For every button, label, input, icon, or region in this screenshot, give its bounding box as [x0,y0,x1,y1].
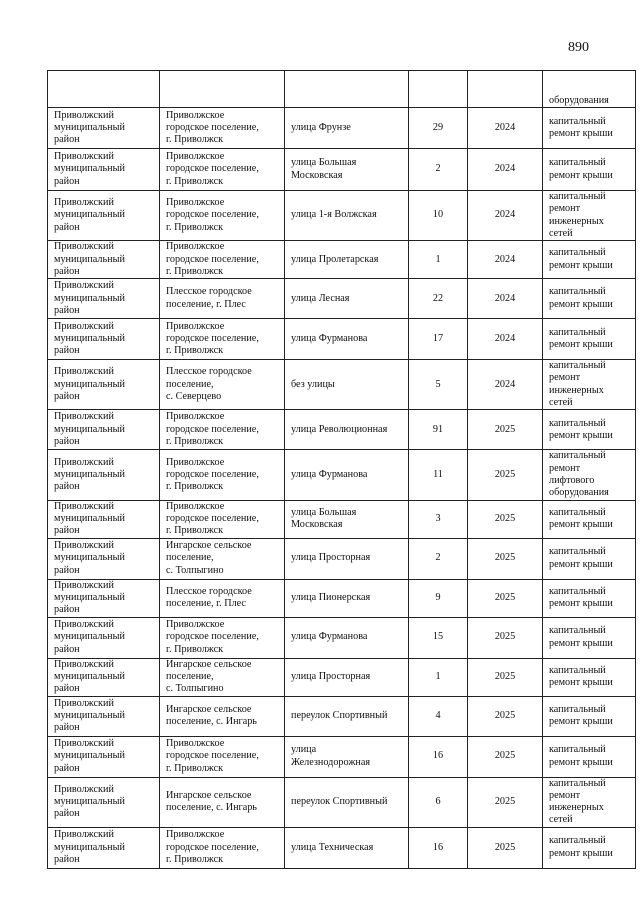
settlement-text: Приволжское городское поселение, г. Приволжск [166,411,259,448]
work-type-cell [543,149,636,191]
work-text: капитальный ремонт крыши [549,506,613,531]
table-row [48,500,636,538]
table-row [48,108,636,149]
year-cell [468,108,543,149]
work-text: капитальный ремонт крыши [549,326,613,351]
district-cell [48,450,160,500]
year-text: 2024 [494,163,516,175]
street-cell [285,500,409,538]
house-text: 10 [432,209,444,221]
year-cell [468,777,543,827]
year-cell [468,191,543,241]
year-cell [468,736,543,777]
table-row [48,777,636,827]
year-text: 2025 [494,709,516,721]
district-text: Приволжский муниципальный район [54,540,125,576]
work-text: капитальный ремонт крыши [549,157,613,181]
house-text: 15 [432,631,444,643]
house-number-cell [409,241,468,279]
year-cell [468,410,543,450]
work-type-cell [543,617,636,658]
street-cell [285,279,409,319]
house-number-cell [409,319,468,360]
year-cell [468,360,543,410]
district-cell [48,500,160,538]
work-type-cell [543,696,636,736]
settlement-text: Приволжское городское поселение, г. Приволжск [166,619,259,655]
table-row [48,827,636,868]
district-text: Приволжский муниципальный район [54,456,125,493]
year-cell [468,538,543,579]
district-cell [48,241,160,279]
settlement-cell [160,319,285,360]
street-text: улица Революционная [291,423,388,435]
street-cell [285,241,409,279]
street-text: улица Большая Московская [291,157,357,181]
house-text: 16 [432,841,444,853]
street-cell [285,696,409,736]
work-text: капитальный ремонт инженерных сетей [549,191,606,239]
settlement-cell [160,696,285,736]
settlement-cell [160,191,285,241]
settlement-cell [160,149,285,191]
district-cell [48,736,160,777]
street-text: улица 1-я Волжская [291,209,377,221]
settlement-cell [160,777,285,827]
district-text: Приволжский муниципальный район [54,280,125,316]
year-cell [468,149,543,191]
year-text: 2025 [494,468,516,480]
year-cell [468,617,543,658]
year-cell [468,696,543,736]
house-text: 5 [435,378,441,390]
district-cell [48,777,160,827]
district-text: Приволжский муниципальный район [54,151,125,187]
street-cell [285,736,409,777]
house-number-cell [409,108,468,149]
year-cell [468,319,543,360]
street-text: улица Просторная [291,552,371,564]
work-text: капитальный ремонт крыши [549,546,613,570]
settlement-text: Приволжское городское поселение, г. Приволжск [166,456,259,493]
table-row [48,450,636,500]
district-text: Приволжский муниципальный район [54,619,125,655]
work-text: капитальный ремонт крыши [549,664,613,689]
street-text: улица Фурманова [291,333,368,345]
settlement-cell [160,410,285,450]
street-cell [285,108,409,149]
house-number-cell [409,279,468,319]
house-text: 17 [432,333,444,345]
work-type-cell [543,191,636,241]
work-type-cell [543,579,636,617]
settlement-text: Приволжское городское поселение, г. Приволжск [166,500,259,537]
year-text: 2025 [494,512,516,524]
work-type-cell [543,827,636,868]
table-body [48,71,636,869]
settlement-cell [160,360,285,410]
house-number-cell [409,71,468,108]
settlement-text: Приволжское городское поселение, г. Приволжск [166,109,259,146]
house-number-cell [409,736,468,777]
house-number-cell [409,777,468,827]
settlement-cell [160,579,285,617]
settlement-text: Плесское городское поселение, с. Северцево [166,366,252,402]
district-cell [48,108,160,149]
year-text: 2024 [494,292,516,304]
house-text: 2 [435,552,441,564]
settlement-text: Ингарское сельское поселение, с. Толпыгино [166,540,252,576]
settlement-text: Приволжское городское поселение, г. Приволжск [166,241,259,277]
work-type-cell [543,736,636,777]
street-cell [285,658,409,696]
settlement-cell [160,827,285,868]
settlement-text: Приволжское городское поселение, г. Приволжск [166,197,259,233]
work-text: капитальный ремонт крыши [549,417,613,441]
work-text: капитальный ремонт крыши [549,835,613,859]
house-number-cell [409,191,468,241]
district-cell [48,71,160,108]
table-row [48,696,636,736]
work-type-cell [543,777,636,827]
district-text: Приволжский муниципальный район [54,241,125,277]
house-number-cell [409,410,468,450]
street-text: переулок Спортивный [291,709,388,721]
house-text: 11 [433,468,443,480]
work-type-cell [543,241,636,279]
work-text: капитальный ремонт лифтового оборудования [549,450,609,499]
house-number-cell [409,827,468,868]
settlement-text: Приволжское городское поселение, г. Приволжск [166,320,259,357]
settlement-text: Плесское городское поселение, г. Плес [166,286,252,310]
work-text: капитальный ремонт инженерных сетей [549,777,606,826]
house-text: 16 [432,750,444,762]
year-text: 2025 [494,796,516,807]
street-cell [285,538,409,579]
settlement-text: Ингарское сельское поселение, с. Ингарь [166,703,257,728]
year-text: 2025 [494,631,516,643]
repair-schedule-table [47,70,636,869]
district-text: Приволжский муниципальный район [54,411,125,448]
year-text: 2025 [494,670,516,682]
settlement-text: Плесское городское поселение, г. Плес [166,585,252,610]
settlement-cell [160,279,285,319]
district-cell [48,579,160,617]
year-cell [468,241,543,279]
work-type-cell [543,71,636,108]
year-cell [468,279,543,319]
street-text: улица Железнодорожная [291,744,371,768]
street-text: улица Техническая [291,841,374,853]
table-row [48,319,636,360]
table-row [48,191,636,241]
house-text: 3 [435,512,441,524]
work-type-cell [543,319,636,360]
district-text: Приволжский муниципальный район [54,197,125,233]
work-text: капитальный ремонт крыши [549,115,613,139]
year-cell [468,71,543,108]
table-row [48,579,636,617]
house-text: 22 [432,292,444,304]
street-text: улица Просторная [291,670,371,682]
district-text: Приволжский муниципальный район [54,500,125,537]
year-text: 2025 [494,750,516,762]
work-text: капитальный ремонт крыши [549,703,613,728]
work-type-cell [543,410,636,450]
work-text: капитальный ремонт крыши [549,286,613,310]
district-cell [48,827,160,868]
district-cell [48,696,160,736]
house-text: 4 [435,709,441,721]
year-text: 2025 [494,841,516,853]
street-cell [285,191,409,241]
work-type-cell [543,279,636,319]
work-type-cell [543,108,636,149]
settlement-cell [160,71,285,108]
settlement-text: Приволжское городское поселение, г. Приволжск [166,151,259,187]
year-text: 2024 [494,378,516,390]
settlement-cell [160,658,285,696]
year-text: 2025 [494,552,516,564]
street-cell [285,71,409,108]
table-row [48,410,636,450]
settlement-cell [160,736,285,777]
street-text: без улицы [291,378,335,390]
street-cell [285,149,409,191]
street-text: улица Лесная [291,292,350,304]
settlement-text: Приволжское городское поселение, г. Приволжск [166,738,259,774]
house-number-cell [409,500,468,538]
year-cell [468,450,543,500]
street-text: улица Фрунзе [291,121,351,133]
district-cell [48,279,160,319]
table-row [48,617,636,658]
house-number-cell [409,538,468,579]
table-row [48,241,636,279]
district-cell [48,410,160,450]
district-text: Приволжский муниципальный район [54,783,125,820]
street-text: улица Фурманова [291,631,368,643]
street-text: переулок Спортивный [291,796,388,807]
house-text: 9 [435,591,441,603]
district-cell [48,191,160,241]
year-text: 2024 [494,121,516,133]
work-text: капитальный ремонт крыши [549,744,613,768]
district-cell [48,319,160,360]
street-text: улица Пионерская [291,591,371,603]
street-text: улица Большая Московская [291,506,357,531]
settlement-text: Ингарское сельское поселение, с. Толпыгино [166,658,252,695]
street-cell [285,410,409,450]
district-cell [48,360,160,410]
year-text: 2025 [494,423,516,435]
district-cell [48,538,160,579]
house-number-cell [409,450,468,500]
district-cell [48,617,160,658]
year-text: 2024 [494,253,516,265]
district-text: Приволжский муниципальный район [54,109,125,146]
year-text: 2024 [494,333,516,345]
page-number: 890 [568,40,589,55]
work-text: капитальный ремонт крыши [549,585,613,610]
district-text: Приволжский муниципальный район [54,738,125,774]
house-number-cell [409,658,468,696]
street-cell [285,579,409,617]
house-text: 29 [432,121,444,133]
year-cell [468,827,543,868]
district-text: Приволжский муниципальный район [54,579,125,616]
year-cell [468,658,543,696]
house-number-cell [409,696,468,736]
work-type-cell [543,500,636,538]
street-cell [285,827,409,868]
district-cell [48,658,160,696]
district-cell [48,149,160,191]
district-text: Приволжский муниципальный район [54,366,125,402]
work-type-cell [543,360,636,410]
work-text: капитальный ремонт инженерных сетей [549,360,606,409]
house-number-cell [409,360,468,410]
settlement-cell [160,617,285,658]
table-row [48,149,636,191]
settlement-text: Приволжское городское поселение, г. Приволжск [166,829,259,865]
house-number-cell [409,149,468,191]
settlement-cell [160,108,285,149]
settlement-text: Ингарское сельское поселение, с. Ингарь [166,789,257,814]
work-text: капитальный ремонт крыши [549,625,613,649]
house-text: 91 [432,423,444,435]
street-cell [285,450,409,500]
street-text: улица Пролетарская [291,253,379,265]
table-row [48,658,636,696]
street-cell [285,777,409,827]
table-row [48,279,636,319]
table-row [48,538,636,579]
street-text: улица Фурманова [291,468,368,480]
district-text: Приволжский муниципальный район [54,697,125,734]
house-text: 6 [435,796,441,807]
year-text: 2025 [494,591,516,603]
district-text: Приволжский муниципальный район [54,658,125,695]
year-cell [468,579,543,617]
work-type-cell [543,450,636,500]
work-type-text: оборудования [549,94,609,106]
table-row-continuation [48,71,636,108]
house-text: 2 [435,163,441,175]
table-row [48,360,636,410]
street-cell [285,360,409,410]
street-cell [285,319,409,360]
district-text: Приволжский муниципальный район [54,320,125,357]
settlement-cell [160,500,285,538]
settlement-cell [160,450,285,500]
work-text: капитальный ремонт крыши [549,247,613,271]
settlement-cell [160,241,285,279]
house-text: 1 [435,670,441,682]
work-type-cell [543,538,636,579]
work-type-cell [543,658,636,696]
year-cell [468,500,543,538]
table-row [48,736,636,777]
settlement-cell [160,538,285,579]
house-text: 1 [435,253,441,265]
house-number-cell [409,617,468,658]
year-text: 2024 [494,209,516,221]
street-cell [285,617,409,658]
house-number-cell [409,579,468,617]
district-text: Приволжский муниципальный район [54,829,125,865]
